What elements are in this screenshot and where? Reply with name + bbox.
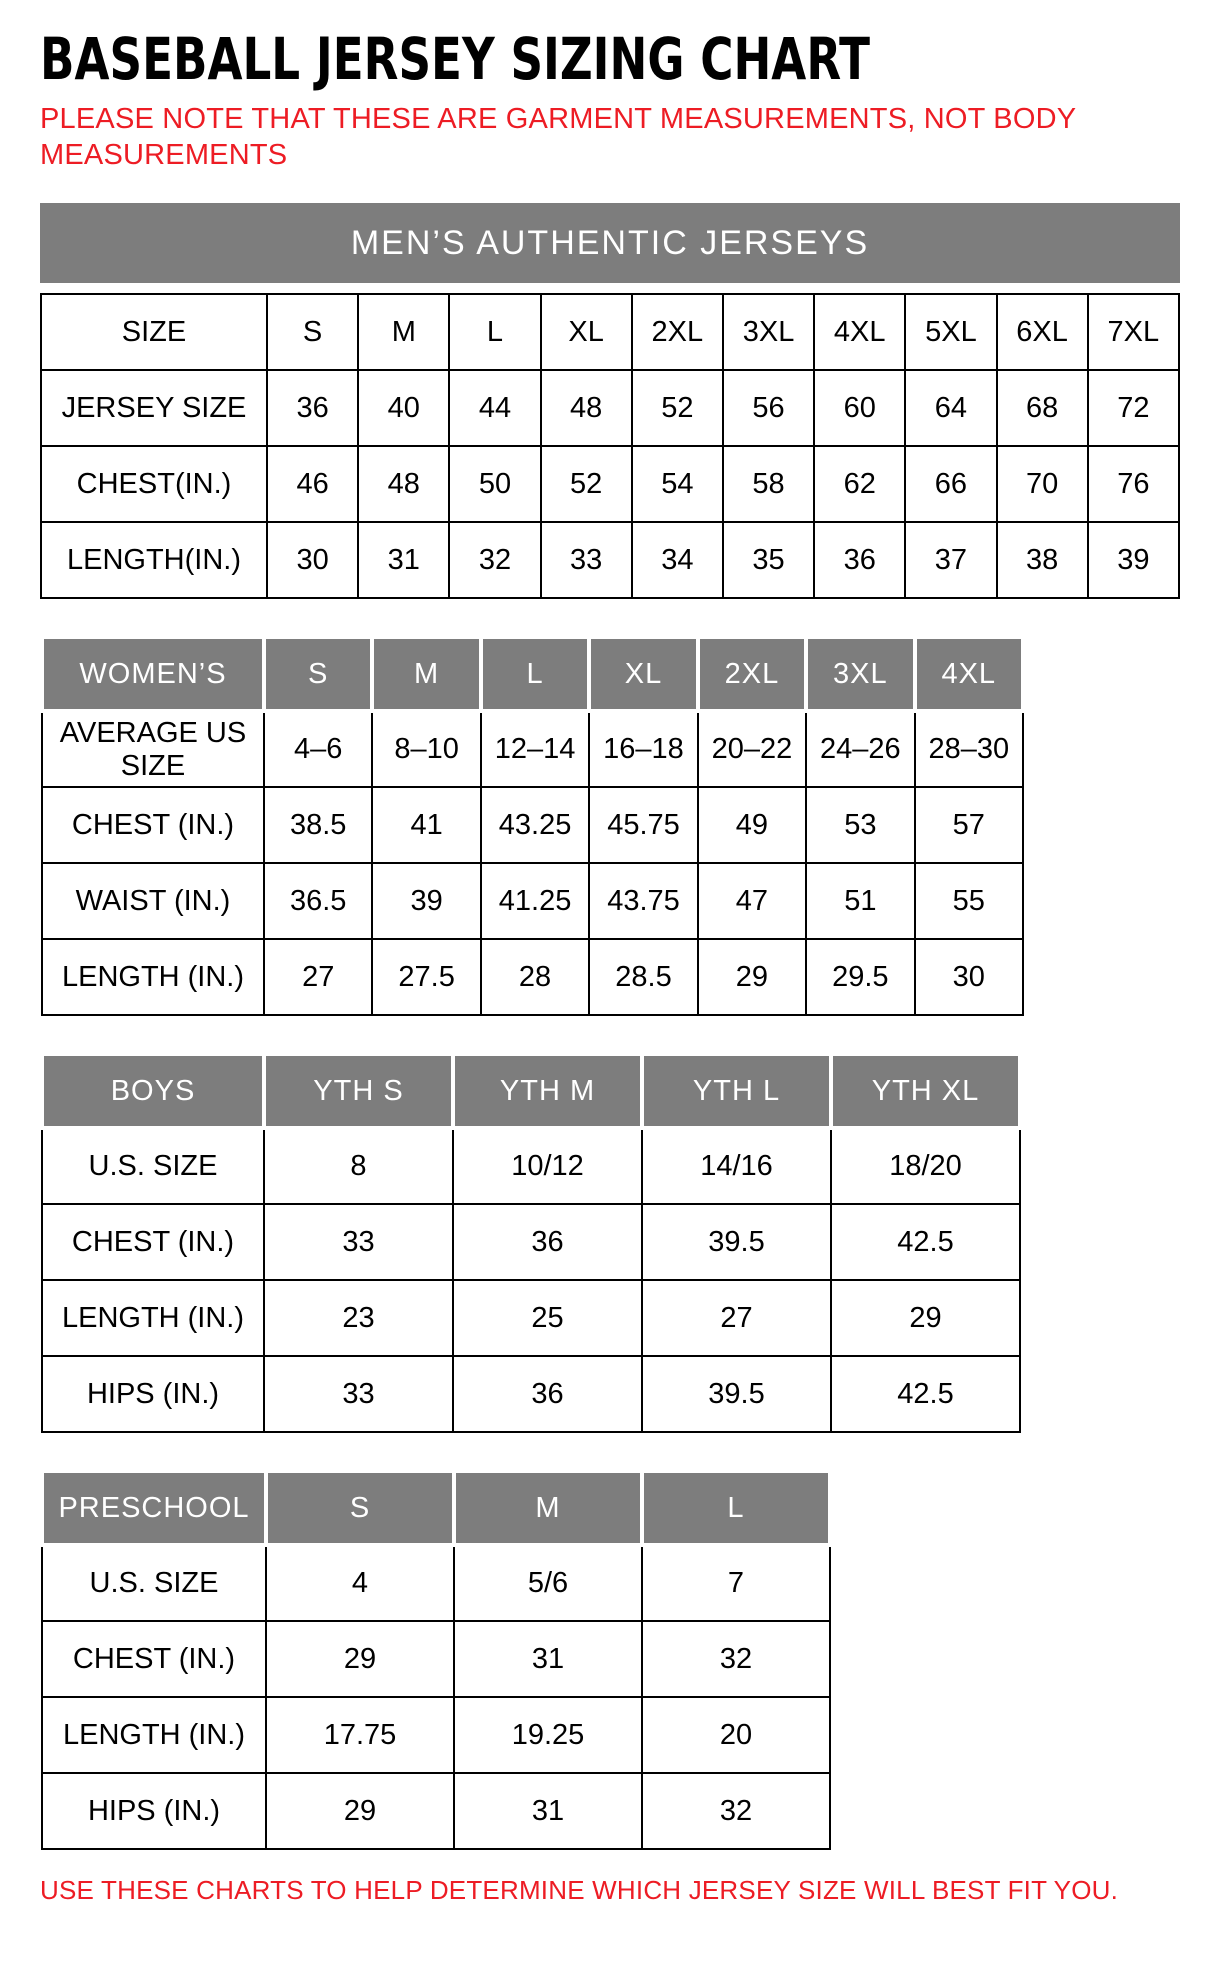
value-cell: 58 <box>723 446 814 522</box>
row-label-cell: LENGTH (IN.) <box>42 1280 264 1356</box>
preschool-sizing-table <box>40 1469 832 1850</box>
row-label-cell: WAIST (IN.) <box>42 863 264 939</box>
value-cell: 31 <box>454 1621 642 1697</box>
value-cell: 36 <box>453 1204 642 1280</box>
column-header-cell: M <box>372 637 480 711</box>
value-cell: 20–22 <box>698 711 806 787</box>
table-row <box>42 1773 830 1849</box>
column-header-cell: YTH XL <box>831 1054 1020 1128</box>
value-cell: 8 <box>264 1128 453 1204</box>
column-header-cell: 3XL <box>806 637 914 711</box>
value-cell: 39 <box>1088 522 1179 598</box>
column-header-cell: M <box>454 1471 642 1545</box>
value-cell: 14/16 <box>642 1128 831 1204</box>
row-label-cell: JERSEY SIZE <box>41 370 267 446</box>
value-cell: 23 <box>264 1280 453 1356</box>
table-row <box>42 1356 1020 1432</box>
value-cell: 33 <box>264 1204 453 1280</box>
column-header-cell: L <box>642 1471 830 1545</box>
value-cell: 53 <box>806 787 914 863</box>
table-row <box>42 1128 1020 1204</box>
row-label-cell: CHEST (IN.) <box>42 1204 264 1280</box>
value-cell: 68 <box>997 370 1088 446</box>
table-row <box>42 863 1023 939</box>
value-cell: 2XL <box>632 294 723 370</box>
value-cell: 47 <box>698 863 806 939</box>
value-cell: 4–6 <box>264 711 372 787</box>
value-cell: 41.25 <box>481 863 589 939</box>
value-cell: 4 <box>266 1545 454 1621</box>
value-cell: 39.5 <box>642 1204 831 1280</box>
table-row <box>41 370 1179 446</box>
value-cell: 44 <box>449 370 540 446</box>
column-header-cell: XL <box>589 637 697 711</box>
row-label-cell: LENGTH (IN.) <box>42 1697 266 1773</box>
mens-table-title: MEN’S AUTHENTIC JERSEYS <box>40 203 1180 283</box>
value-cell: 70 <box>997 446 1088 522</box>
value-cell: 60 <box>814 370 905 446</box>
sizing-chart-page <box>40 26 1180 1907</box>
row-label-cell: CHEST (IN.) <box>42 1621 266 1697</box>
value-cell: 48 <box>541 370 632 446</box>
value-cell: 30 <box>267 522 358 598</box>
value-cell: 72 <box>1088 370 1179 446</box>
table-header-row <box>42 1471 830 1545</box>
value-cell: 20 <box>642 1697 830 1773</box>
value-cell: 8–10 <box>372 711 480 787</box>
mens-section <box>40 203 1180 599</box>
table-row <box>41 446 1179 522</box>
value-cell: 39 <box>372 863 480 939</box>
value-cell: 37 <box>905 522 996 598</box>
table-row <box>42 939 1023 1015</box>
value-cell: 50 <box>449 446 540 522</box>
value-cell: 45.75 <box>589 787 697 863</box>
value-cell: 48 <box>358 446 449 522</box>
womens-section <box>40 635 1180 1016</box>
column-header-cell: YTH S <box>264 1054 453 1128</box>
value-cell: M <box>358 294 449 370</box>
fit-advice-note: USE THESE CHARTS TO HELP DETERMINE WHICH JERSEY SIZE WILL BEST FIT YOU. <box>40 1875 1119 1906</box>
value-cell: 33 <box>264 1356 453 1432</box>
value-cell: 66 <box>905 446 996 522</box>
row-label-cell: U.S. SIZE <box>42 1545 266 1621</box>
value-cell: 28 <box>481 939 589 1015</box>
value-cell: 5/6 <box>454 1545 642 1621</box>
column-header-cell: S <box>264 637 372 711</box>
value-cell: 5XL <box>905 294 996 370</box>
value-cell: 6XL <box>997 294 1088 370</box>
column-header-cell: YTH L <box>642 1054 831 1128</box>
value-cell: 24–26 <box>806 711 914 787</box>
value-cell: 55 <box>915 863 1023 939</box>
value-cell: 39.5 <box>642 1356 831 1432</box>
value-cell: 52 <box>541 446 632 522</box>
value-cell: 27.5 <box>372 939 480 1015</box>
column-header-cell: 2XL <box>698 637 806 711</box>
value-cell: 38 <box>997 522 1088 598</box>
row-label-cell: CHEST(IN.) <box>41 446 267 522</box>
value-cell: 29 <box>698 939 806 1015</box>
row-label-cell: HIPS (IN.) <box>42 1356 264 1432</box>
table-row <box>42 1204 1020 1280</box>
mens-sizing-table <box>40 293 1180 599</box>
value-cell: 31 <box>358 522 449 598</box>
value-cell: 29 <box>266 1621 454 1697</box>
value-cell: 33 <box>541 522 632 598</box>
value-cell: 19.25 <box>454 1697 642 1773</box>
table-row <box>41 522 1179 598</box>
row-label-cell: AVERAGE US SIZE <box>42 711 264 787</box>
value-cell: 49 <box>698 787 806 863</box>
value-cell: 76 <box>1088 446 1179 522</box>
value-cell: 4XL <box>814 294 905 370</box>
value-cell: 46 <box>267 446 358 522</box>
table-row <box>42 1545 830 1621</box>
table-title-cell: PRESCHOOL <box>42 1471 266 1545</box>
value-cell: 31 <box>454 1773 642 1849</box>
value-cell: 34 <box>632 522 723 598</box>
value-cell: 43.75 <box>589 863 697 939</box>
value-cell: L <box>449 294 540 370</box>
value-cell: 35 <box>723 522 814 598</box>
value-cell: 36 <box>267 370 358 446</box>
value-cell: 52 <box>632 370 723 446</box>
value-cell: 7XL <box>1088 294 1179 370</box>
table-title-cell: WOMEN’S <box>42 637 264 711</box>
column-header-cell: 4XL <box>915 637 1023 711</box>
value-cell: 41 <box>372 787 480 863</box>
table-header-row <box>42 637 1023 711</box>
column-header-cell: L <box>481 637 589 711</box>
boys-sizing-table <box>40 1052 1022 1433</box>
value-cell: 57 <box>915 787 1023 863</box>
value-cell: XL <box>541 294 632 370</box>
value-cell: 3XL <box>723 294 814 370</box>
value-cell: 27 <box>264 939 372 1015</box>
garment-measurements-note: PLEASE NOTE THAT THESE ARE GARMENT MEASUREMENTS, NOT BODY MEASUREMENTS <box>40 102 1076 171</box>
row-label-cell: CHEST (IN.) <box>42 787 264 863</box>
table-row <box>42 1280 1020 1356</box>
table-row <box>42 787 1023 863</box>
value-cell: 25 <box>453 1280 642 1356</box>
value-cell: 38.5 <box>264 787 372 863</box>
value-cell: 17.75 <box>266 1697 454 1773</box>
table-row <box>42 1621 830 1697</box>
value-cell: 43.25 <box>481 787 589 863</box>
row-label-cell: LENGTH (IN.) <box>42 939 264 1015</box>
value-cell: 18/20 <box>831 1128 1020 1204</box>
value-cell: 28–30 <box>915 711 1023 787</box>
value-cell: 7 <box>642 1545 830 1621</box>
row-label-cell: SIZE <box>41 294 267 370</box>
value-cell: 10/12 <box>453 1128 642 1204</box>
value-cell: 36 <box>814 522 905 598</box>
value-cell: S <box>267 294 358 370</box>
boys-section <box>40 1052 1180 1433</box>
row-label-cell: LENGTH(IN.) <box>41 522 267 598</box>
table-row <box>42 711 1023 787</box>
value-cell: 54 <box>632 446 723 522</box>
column-header-cell: YTH M <box>453 1054 642 1128</box>
womens-sizing-table <box>40 635 1025 1016</box>
preschool-section <box>40 1469 1180 1850</box>
value-cell: 36.5 <box>264 863 372 939</box>
value-cell: 30 <box>915 939 1023 1015</box>
value-cell: 16–18 <box>589 711 697 787</box>
page-title: BASEBALL JERSEY SIZING CHART <box>40 25 870 93</box>
value-cell: 12–14 <box>481 711 589 787</box>
value-cell: 62 <box>814 446 905 522</box>
value-cell: 42.5 <box>831 1204 1020 1280</box>
table-row <box>42 1697 830 1773</box>
row-label-cell: U.S. SIZE <box>42 1128 264 1204</box>
value-cell: 32 <box>449 522 540 598</box>
value-cell: 27 <box>642 1280 831 1356</box>
row-label-cell: HIPS (IN.) <box>42 1773 266 1849</box>
value-cell: 56 <box>723 370 814 446</box>
column-header-cell: S <box>266 1471 454 1545</box>
value-cell: 64 <box>905 370 996 446</box>
value-cell: 51 <box>806 863 914 939</box>
value-cell: 42.5 <box>831 1356 1020 1432</box>
value-cell: 40 <box>358 370 449 446</box>
value-cell: 32 <box>642 1773 830 1849</box>
value-cell: 36 <box>453 1356 642 1432</box>
value-cell: 29.5 <box>806 939 914 1015</box>
value-cell: 29 <box>831 1280 1020 1356</box>
value-cell: 29 <box>266 1773 454 1849</box>
table-header-row <box>42 1054 1020 1128</box>
value-cell: 28.5 <box>589 939 697 1015</box>
table-row <box>41 294 1179 370</box>
table-title-cell: BOYS <box>42 1054 264 1128</box>
value-cell: 32 <box>642 1621 830 1697</box>
